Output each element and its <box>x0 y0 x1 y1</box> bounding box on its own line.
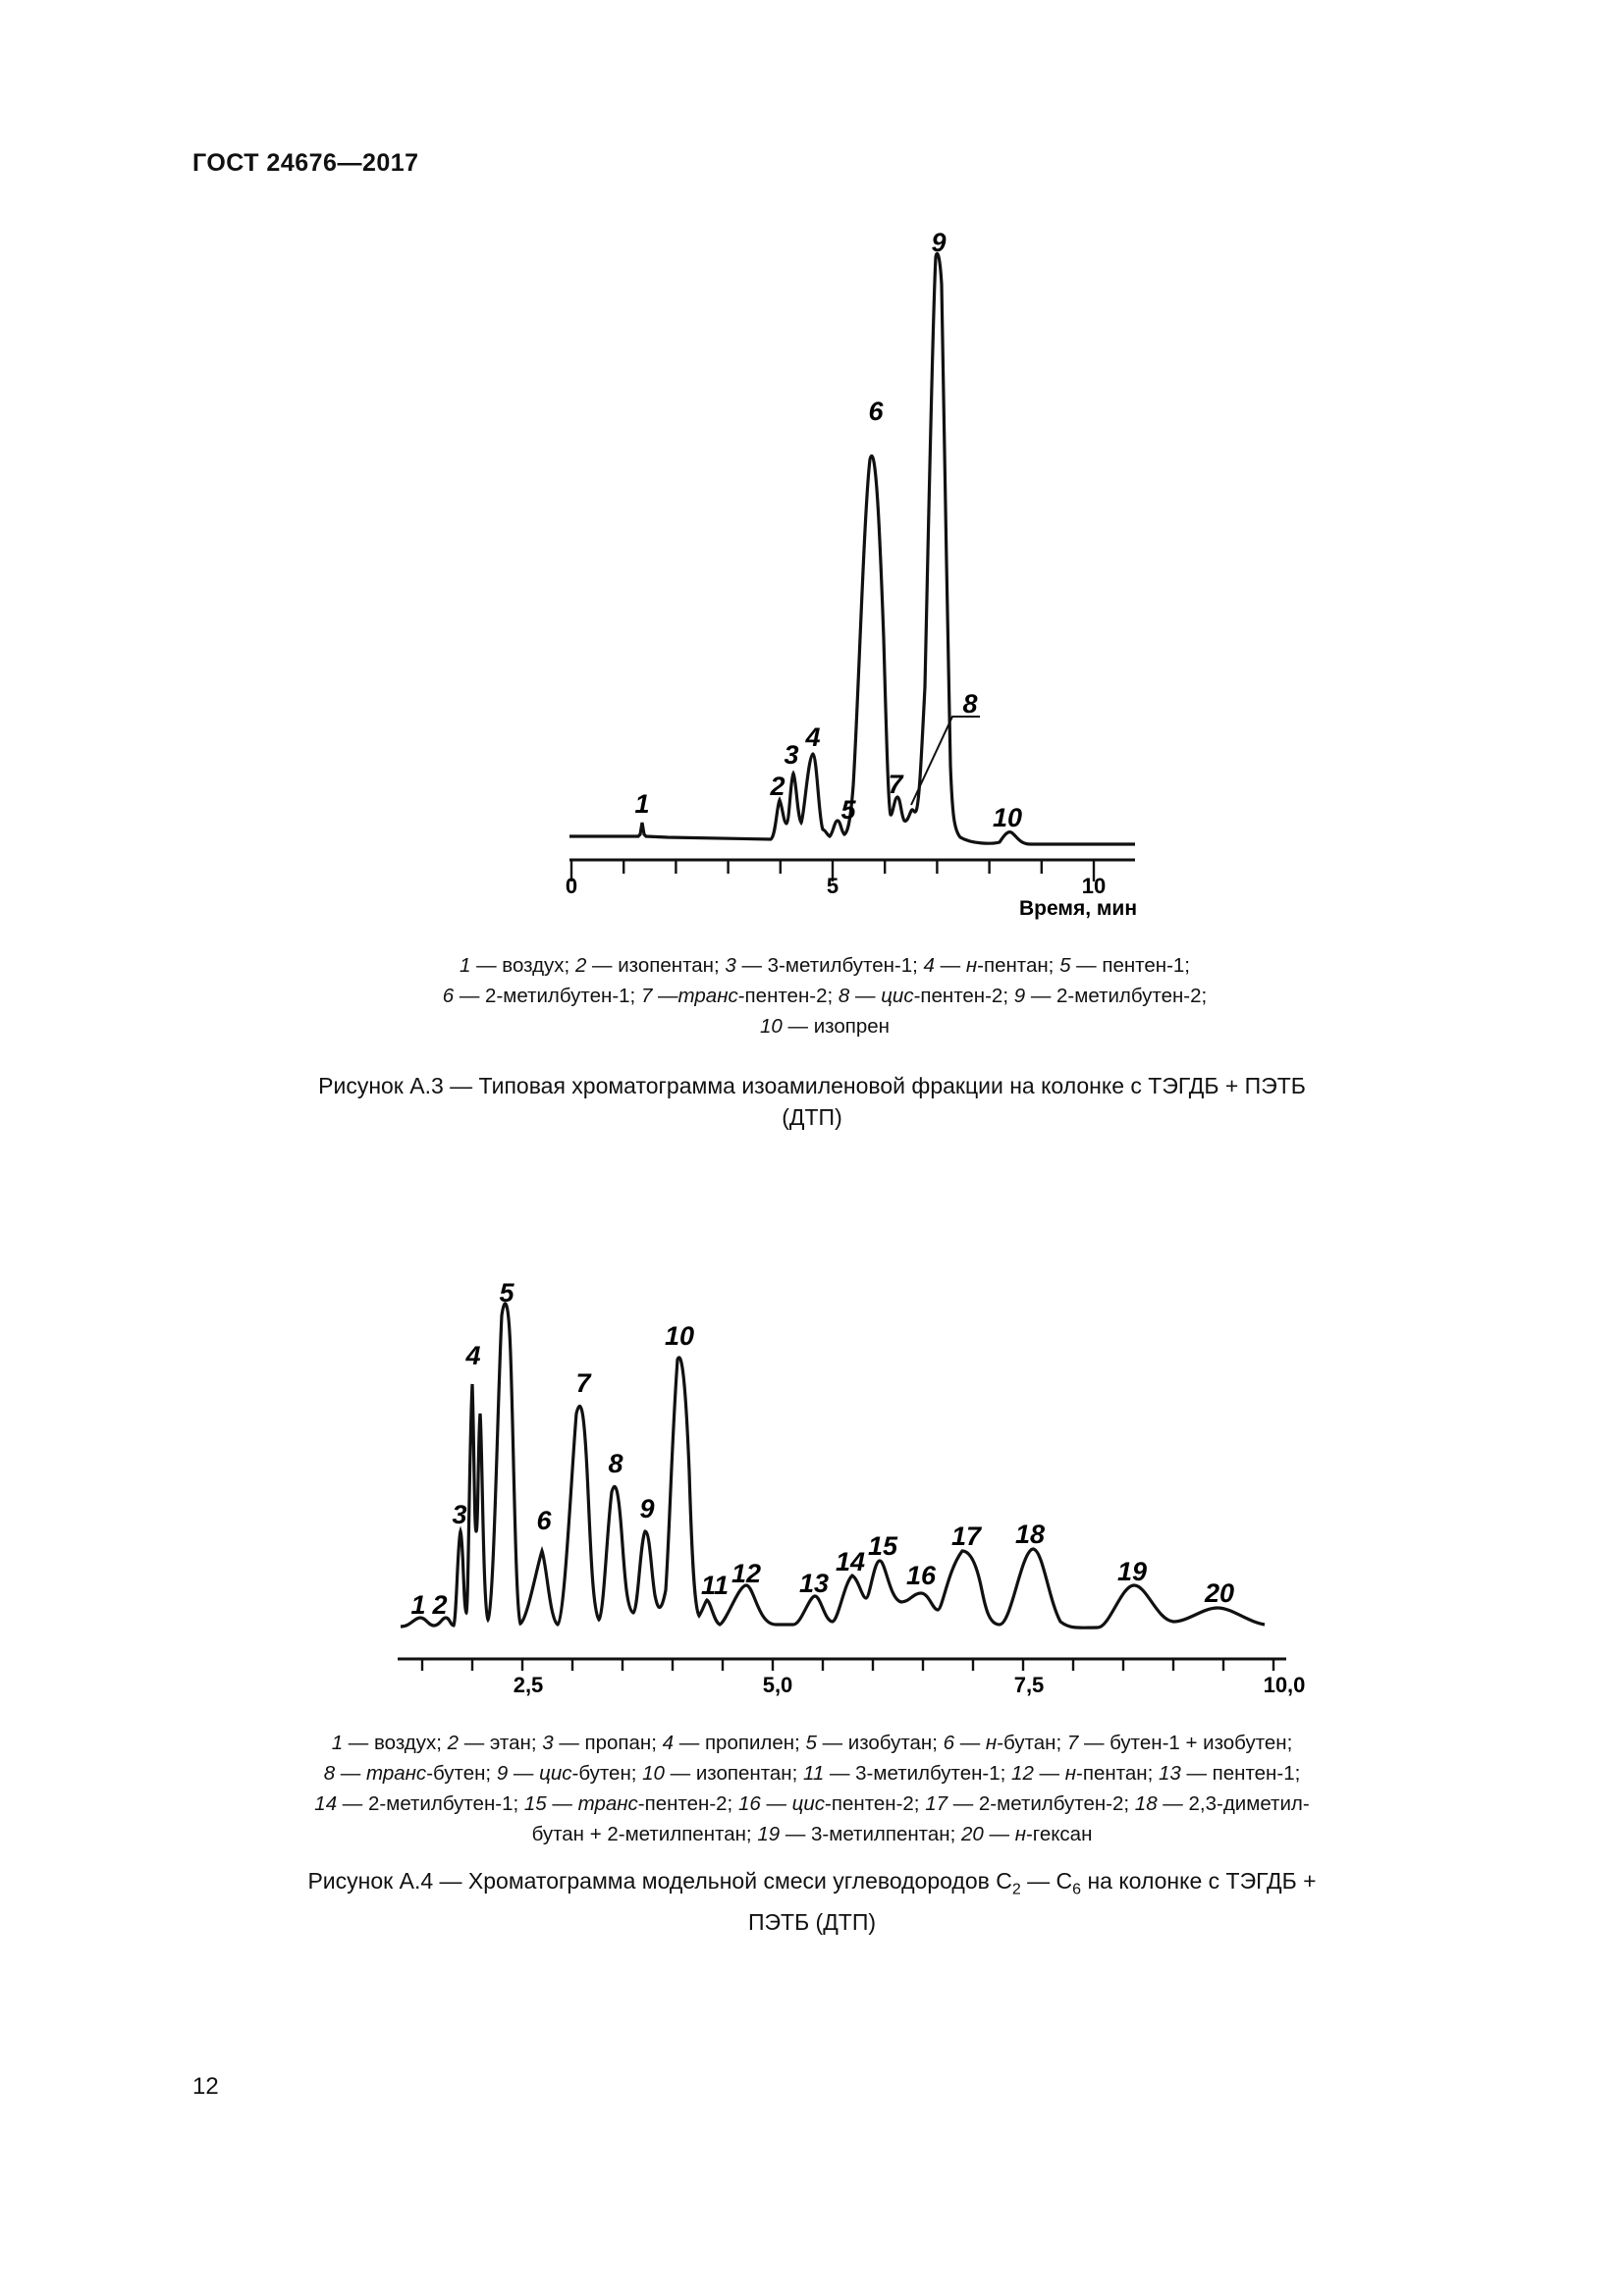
legend-number: 2 <box>447 1732 460 1754</box>
peak-label-a4: 18 <box>1014 1520 1046 1549</box>
document-header: ГОСТ 24676—2017 <box>192 149 419 177</box>
peak-label-a4: 17 <box>950 1522 982 1551</box>
legend-number: 1 <box>460 954 471 977</box>
legend-number: 4 <box>923 954 935 977</box>
peak-label-a4: 13 <box>798 1569 830 1598</box>
legend-number: 2 <box>574 954 587 977</box>
legend-italic: н <box>1064 1762 1077 1785</box>
legend-number: 5 <box>805 1732 817 1754</box>
legend-number: 9 <box>496 1762 509 1785</box>
caption-a4-pre: Рисунок А.4 — Хроматограмма модельной смеси углеводородов С <box>307 1868 1012 1894</box>
x-tick-labels-a4 <box>514 1673 1306 1697</box>
legend-number: 5 <box>1059 954 1071 977</box>
legend-number: 16 <box>737 1792 761 1815</box>
legend-number: 19 <box>757 1823 781 1845</box>
peak-label-a3: 2 <box>770 772 785 801</box>
legend-italic: н <box>985 1732 998 1754</box>
x-ticks-a4 <box>422 1659 1273 1671</box>
legend-line: 10 — изопрен <box>760 1015 890 1038</box>
peak-label-a4: 12 <box>731 1559 762 1588</box>
legend-italic: н <box>1014 1823 1026 1845</box>
caption-a4-mid: — С <box>1020 1868 1073 1894</box>
legend-italic: цис <box>881 985 914 1007</box>
legend-italic: цис <box>539 1762 572 1785</box>
legend-number: 6 <box>943 1732 955 1754</box>
peak-label-a4: 9 <box>639 1494 655 1523</box>
legend-line: 6 — 2-метилбутен-1; 7 —транс-пентен-2; 8 — цис-пентен-2; 9 — 2-метилбутен-2; <box>442 985 1208 1007</box>
legend-line: 8 — транс-бутен; 9 — цис-бутен; 10 — изопентан; 11 — 3-метилбутен-1; 12 — н-пентан; 13 — пентен-1; <box>323 1762 1301 1785</box>
peak-label-a4: 14 <box>835 1547 866 1576</box>
caption-a3-line1: Рисунок А.3 — Типовая хроматограмма изоамиленовой фракции на колонке <box>318 1073 1124 1098</box>
caption-a4-post: на колонке <box>1081 1868 1203 1894</box>
peak-label-a3: 9 <box>931 228 947 257</box>
peak-label-a4: 10 <box>664 1321 695 1351</box>
caption-a4 <box>295 1865 1329 1938</box>
caption-a3-line2: с ТЭГДБ + ПЭТБ (ДТП) <box>782 1073 1306 1130</box>
tick-label-a3: 10 <box>1081 874 1107 898</box>
legend-italic: транс <box>677 985 738 1007</box>
legend-number: 8 <box>323 1762 336 1785</box>
tick-label-a3: 0 <box>565 874 578 898</box>
peak-label-a3: 8 <box>962 689 978 719</box>
peak-label-a4: 19 <box>1116 1557 1148 1586</box>
peak-label-a3: 3 <box>784 740 799 770</box>
peak-label-a4: 1 <box>410 1590 426 1620</box>
peak-label-a3: 4 <box>805 722 821 752</box>
legend-number: 11 <box>802 1762 825 1785</box>
legend-number: 10 <box>760 1015 783 1038</box>
legend-number: 17 <box>925 1792 948 1815</box>
peak-label-a4: 20 <box>1204 1578 1235 1608</box>
peak-labels-a4 <box>410 1278 1234 1620</box>
legend-number: 1 <box>331 1732 344 1754</box>
legend-number: 4 <box>662 1732 675 1754</box>
page-number: 12 <box>192 2073 219 2100</box>
tick-label-a4: 2,5 <box>513 1673 544 1697</box>
legend-number: 20 <box>960 1823 984 1845</box>
peak-label-a4: 16 <box>905 1561 937 1590</box>
tick-label-a3: 5 <box>826 874 839 898</box>
legend-number: 3 <box>725 954 736 977</box>
legend-number: 3 <box>542 1732 554 1754</box>
peak-label-a3: 10 <box>992 803 1023 832</box>
peak-label-a4: 15 <box>867 1531 898 1561</box>
peak-label-a4: 5 <box>499 1278 514 1308</box>
legend-number: 15 <box>523 1792 547 1815</box>
peak-label-a4: 6 <box>536 1506 552 1535</box>
legend-line: бутан + 2-метилпентан; 19 — 3-метилпентан; 20 — н-гексан <box>531 1823 1093 1845</box>
x-axis-unit-a3: Время, мин <box>1019 897 1137 920</box>
legend-number: 8 <box>838 985 850 1007</box>
peak-label-a4: 11 <box>700 1571 730 1600</box>
legend-italic: транс <box>577 1792 638 1815</box>
legend-line: 1 — воздух; 2 — изопентан; 3 — 3-метилбутен-1; 4 — н-пентан; 5 — пентен-1; <box>460 954 1190 977</box>
legend-number: 9 <box>1013 985 1026 1007</box>
peak-label-a4: 2 <box>432 1590 448 1620</box>
caption-a4-line2: с ТЭГДБ + ПЭТБ (ДТП) <box>747 1868 1317 1935</box>
legend-number: 6 <box>442 985 455 1007</box>
legend-number: 14 <box>314 1792 338 1815</box>
legend-number: 7 <box>1066 1732 1079 1754</box>
legend-number: 13 <box>1158 1762 1181 1785</box>
peak-label-a3: 1 <box>634 789 650 819</box>
peak-label-a4: 7 <box>575 1368 591 1398</box>
peak-label-a4: 8 <box>608 1449 623 1478</box>
legend-italic: цис <box>791 1792 826 1815</box>
caption-a4-line1 <box>307 1868 1203 1898</box>
peak-label-a3: 7 <box>888 770 903 799</box>
tick-label-a4: 7,5 <box>1013 1673 1045 1697</box>
legend-number: 7 <box>640 985 653 1007</box>
peak-label-a3: 5 <box>840 795 856 825</box>
peak-label-a3: 6 <box>868 397 884 426</box>
legend-number: 12 <box>1011 1762 1034 1785</box>
legend-line: 14 — 2-метилбутен-1; 15 — транс-пентен-2; 16 — цис-пентен-2; 17 — 2-метилбутен-2; 18 — 2,3-диметил- <box>314 1792 1310 1815</box>
legend-number: 10 <box>642 1762 665 1785</box>
caption-a4-sub1: 2 <box>1011 1881 1021 1898</box>
legend-number: 18 <box>1134 1792 1158 1815</box>
legend-italic: транс <box>366 1762 427 1785</box>
peak-label-a4: 4 <box>465 1341 481 1370</box>
caption-a4-sub2: 6 <box>1072 1881 1082 1898</box>
legend-a4 <box>295 1728 1329 1849</box>
legend-line: 1 — воздух; 2 — этан; 3 — пропан; 4 — пропилен; 5 — изобутан; 6 — н-бутан; 7 — бутен-1 + изобутен; <box>331 1732 1293 1754</box>
peak-label-a4: 3 <box>452 1500 467 1529</box>
tick-label-a4: 5,0 <box>762 1673 793 1697</box>
tick-label-a4: 10,0 <box>1263 1673 1306 1697</box>
legend-italic: н <box>965 954 978 977</box>
